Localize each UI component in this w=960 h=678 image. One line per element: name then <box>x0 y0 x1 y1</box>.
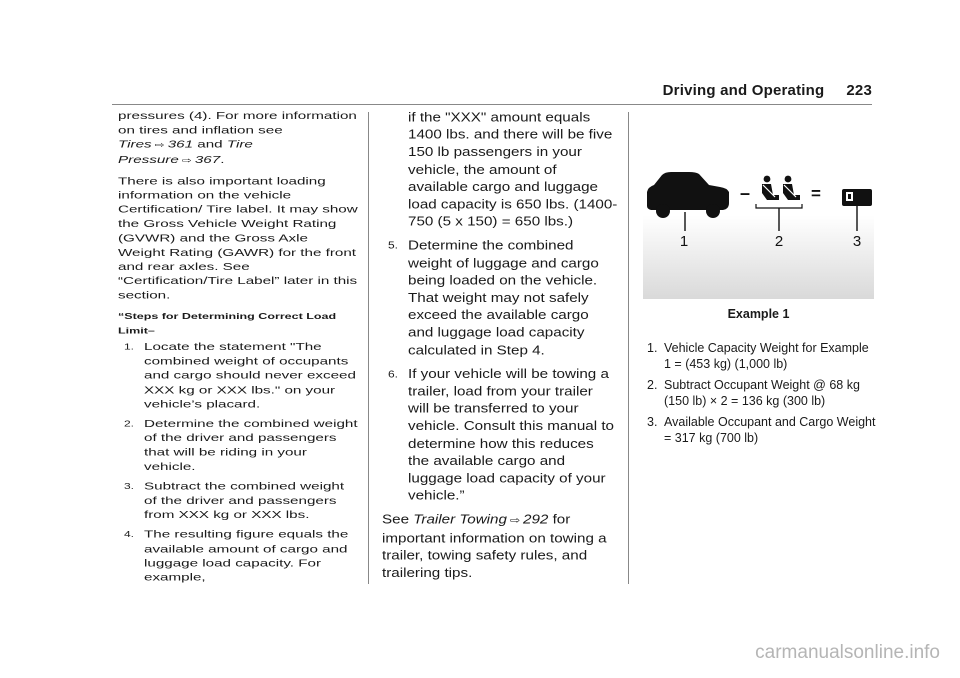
figure-label-1: 1 <box>679 233 689 250</box>
page-ref-trailer-towing[interactable]: 292 <box>523 513 549 528</box>
page-ref-arrow-icon: ⇨ <box>181 155 192 165</box>
step-text: Subtract the combined weight of the driver and passengers from XXX kg or XXX lbs. <box>144 480 345 521</box>
figure-notes <box>647 340 877 451</box>
text-column-2 <box>382 109 618 590</box>
list-item <box>382 366 618 505</box>
equals-sign: = <box>811 184 821 203</box>
list-item <box>647 340 877 372</box>
seated-occupant-icon <box>762 176 779 200</box>
figure-label-3: 3 <box>852 233 862 250</box>
link-trailer-towing[interactable]: Trailer Towing <box>413 513 507 528</box>
paragraph-certification-label: There is also important loading information on the vehicle Certification/ Tire label. It may show the Gross Vehicle Weight Rating (GVWR) and the Gross Axle Weight Rating (GAWR) for the front and rear axles. See “Certification/Tire Label” later in this section. <box>118 175 358 302</box>
page-ref-arrow-icon: ⇨ <box>509 514 521 527</box>
list-item <box>118 417 358 474</box>
list-item <box>647 377 877 409</box>
page-header <box>663 82 872 99</box>
list-item <box>382 237 618 359</box>
page-ref-tire-pressure[interactable]: 367 <box>194 153 221 166</box>
page-ref-arrow-icon: ⇨ <box>154 140 165 150</box>
step-number: 2. <box>124 418 135 429</box>
watermark: carmanualsonline.info <box>755 642 940 663</box>
note-text: Available Occupant and Cargo Weight = 317 kg (700 lb) <box>664 415 876 445</box>
list-item <box>118 340 358 411</box>
seated-occupant-icon <box>783 176 800 200</box>
section-title: Driving and Operating <box>662 82 825 99</box>
steps-list-2 <box>382 237 618 505</box>
occupant-bracket <box>756 204 802 208</box>
link-tire-pressure[interactable]: Tire Pressure <box>118 138 253 166</box>
list-item <box>647 414 877 446</box>
note-number: 2. <box>647 378 658 392</box>
header-rule <box>112 104 872 105</box>
list-item <box>118 479 358 522</box>
paragraph-tire-pressures: pressures (4). For more information on tires and inflation see Tires ⇨ 361 and Tire Pressure ⇨ 367. <box>118 110 357 166</box>
step-text: Determine the combined weight of the driver and passengers that will be riding in your vehicle. <box>144 418 358 473</box>
step-text: Locate the statement "The combined weight of occupants and cargo should never exceed XXX kg or XXX lbs." on your vehicle’s placard. <box>144 341 356 411</box>
page-ref-tires[interactable]: 361 <box>167 138 194 151</box>
step-number: 4. <box>124 529 135 540</box>
step-text: Determine the combined weight of luggage and cargo being loaded on the vehicle. That weight may not safely exceed the available cargo and luggage load capacity calculated in Step 4. <box>408 239 599 358</box>
note-text: Subtract Occupant Weight @ 68 kg (150 lb) × 2 = 136 kg (300 lb) <box>664 378 860 408</box>
steps-subheading: “Steps for Determining Correct Load Limit– <box>118 311 337 336</box>
steps-list-1 <box>118 340 358 585</box>
step-number: 5. <box>388 239 399 252</box>
cargo-luggage-icon <box>842 189 872 231</box>
text-column-1 <box>118 109 358 590</box>
step-number: 1. <box>124 342 135 352</box>
note-number: 3. <box>647 415 658 429</box>
figure-label-2: 2 <box>774 233 784 250</box>
car-icon <box>647 172 729 231</box>
page-number: 223 <box>846 82 872 99</box>
step-text: The resulting figure equals the available amount of cargo and luggage load capacity. For example, <box>144 529 349 584</box>
column-divider-1 <box>368 112 369 584</box>
column-divider-2 <box>628 112 629 584</box>
minus-sign: – <box>740 183 751 203</box>
link-tires[interactable]: Tires <box>118 138 152 151</box>
load-example-figure <box>643 113 874 299</box>
step-number: 3. <box>124 481 135 491</box>
list-item <box>118 528 358 585</box>
note-text: Vehicle Capacity Weight for Example 1 = (453 kg) (1,000 lb) <box>664 341 869 371</box>
paragraph-trailer-towing: See Trailer Towing ⇨ 292 for important information on towing a trailer, towing safety rules, and trailering tips. <box>382 513 607 581</box>
step-4-continued: if the "XXX" amount equals 1400 lbs. and there will be five 150 lb passengers in your vehicle, the amount of available cargo and luggage load capacity is 650 lbs. (1400-750 (5 x 150) = 650 lbs.) <box>408 110 618 230</box>
note-number: 1. <box>647 341 658 355</box>
load-diagram <box>643 113 874 299</box>
figure-caption: Example 1 <box>727 307 790 321</box>
step-number: 6. <box>388 368 399 380</box>
step-text: If your vehicle will be towing a trailer, load from your trailer will be transferred to your vehicle. Consult this manual to determine how this reduces the available cargo and luggage load capacity of your vehicle.” <box>408 367 614 504</box>
